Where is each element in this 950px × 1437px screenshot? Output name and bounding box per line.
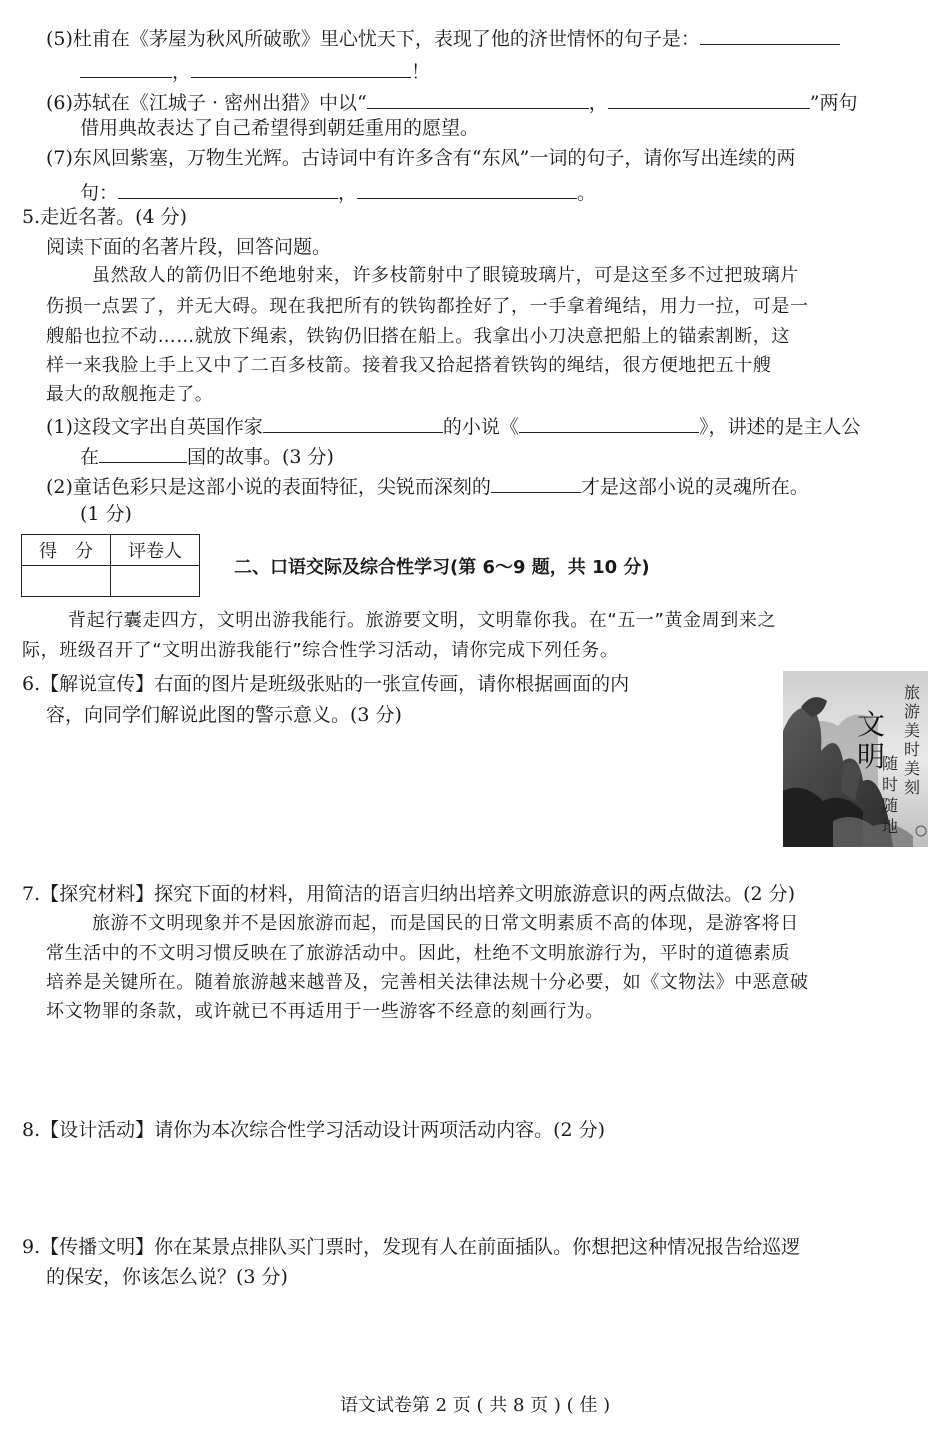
score-label: 得 分 [22, 535, 111, 566]
score-cell[interactable] [22, 566, 111, 597]
grader-label: 评卷人 [111, 535, 200, 566]
q5-passage-line: 艘船也拉不动……就放下绳索，铁钩仍旧搭在船上。我拿出小刀决意把船上的锚索割断，这 [46, 326, 790, 347]
q5-sub2-line1: (2)童话色彩只是这部小说的表面特征，尖锐而深刻的 才是这部小说的灵魂所在。 [46, 470, 809, 501]
q7-passage-line: 旅游不文明现象并不是因旅游而起，而是国民的日常文明素质不高的体现，是游客将日 [92, 913, 799, 934]
q7-passage-line: 常生活中的不文明习惯反映在了旅游活动中。因此，杜绝不文明旅游行为，平时的道德素质 [46, 943, 790, 964]
q5-title: 5.走近名著。(4 分) [22, 206, 188, 228]
q8-title: 8.【设计活动】请你为本次综合性学习活动设计两项活动内容。(2 分) [22, 1119, 606, 1141]
country-blank[interactable] [99, 440, 187, 463]
q5-intro: 阅读下面的名著片段，回答问题。 [46, 236, 332, 258]
q4-item5-line1: (5)杜甫在《茅屋为秋风所破歌》里心忧天下，表现了他的济世情怀的句子是： [46, 22, 840, 53]
q5-sub1-line1: (1)这段文字出自英国作家 的小说《 》，讲述的是主人公 [46, 410, 860, 441]
author-blank[interactable] [263, 410, 443, 433]
q4-item5-line2: ， ！ [80, 55, 430, 86]
grader-cell[interactable] [111, 566, 200, 597]
score-box [21, 534, 200, 597]
civilized-travel-poster [783, 671, 928, 847]
section2-intro-line: 际，班级召开了“文明出游我能行”综合性学习活动，请你完成下列任务。 [22, 640, 619, 661]
answer-blank[interactable] [80, 55, 172, 78]
poster-slogan-2: 随时随地 [882, 754, 899, 836]
q5-passage-line: 最大的敌舰拖走了。 [46, 384, 214, 405]
q5-sub1-line2: 在 国的故事。(3 分) [80, 440, 334, 471]
q4-item6-line1: (6)苏轼在《江城子 · 密州出猎》中以“ ， ”两句 [46, 86, 857, 117]
poster-title: 文明 [857, 708, 886, 773]
answer-blank[interactable] [700, 22, 840, 45]
q9-line1: 9.【传播文明】你在某景点排队买门票时，发现有人在前面插队。你想把这种情况报告给巡逻 [22, 1236, 801, 1258]
q4-item7-line2: 句： ， 。 [80, 176, 596, 207]
section2-title: 二、口语交际及综合性学习(第 6～9 题，共 10 分) [234, 557, 650, 578]
answer-blank[interactable] [357, 176, 577, 199]
section2-intro-line: 背起行囊走四方，文明出游我能行。旅游要文明，文明靠你我。在“五一”黄金周到来之 [68, 610, 777, 631]
answer-blank[interactable] [367, 86, 589, 109]
q7-passage-line: 坏文物罪的条款，或许就已不再适用于一些游客不经意的刻画行为。 [46, 1001, 604, 1022]
q9-line2: 的保安，你该怎么说？(3 分) [46, 1266, 288, 1288]
q6-line1: 6.【解说宣传】右面的图片是班级张贴的一张宣传画，请你根据画面的内 [22, 673, 630, 695]
answer-blank[interactable] [608, 86, 810, 109]
q5-passage-line: 样一来我脸上手上又中了二百多枝箭。接着我又拾起搭着铁钩的绳结，很方便地把五十艘 [46, 355, 772, 376]
q5-passage-line: 虽然敌人的箭仍旧不绝地射来，许多枝箭射中了眼镜玻璃片，可是这至多不过把玻璃片 [92, 265, 799, 286]
q4-item6-line2: 借用典故表达了自己希望得到朝廷重用的愿望。 [80, 117, 480, 139]
q7-passage-line: 培养是关键所在。随着旅游越来越普及，完善相关法律法规十分必要，如《文物法》中恶意破 [46, 972, 809, 993]
answer-blank[interactable] [491, 470, 581, 493]
answer-blank[interactable] [118, 176, 338, 199]
q6-line2: 容，向同学们解说此图的警示意义。(3 分) [46, 704, 402, 726]
page-footer: 语文试卷第 2 页 ( 共 8 页 ) ( 佳 ) [339, 1395, 611, 1416]
poster-slogan-1: 旅游美时美刻 [904, 683, 921, 797]
q7-title: 7.【探究材料】探究下面的材料，用简洁的语言归纳出培养文明旅游意识的两点做法。(2 分) [22, 883, 796, 905]
novel-title-blank[interactable] [519, 410, 699, 433]
q5-passage-line: 伤损一点罢了，并无大碍。现在我把所有的铁钩都拴好了，一手拿着绳结，用力一拉，可是一 [46, 296, 809, 317]
answer-blank[interactable] [191, 55, 411, 78]
q4-item7-line1: (7)东风回紫塞，万物生光辉。古诗词中有许多含有“东风”一词的句子，请你写出连续的两 [46, 147, 796, 169]
q5-sub2-line2: (1 分) [80, 503, 132, 525]
